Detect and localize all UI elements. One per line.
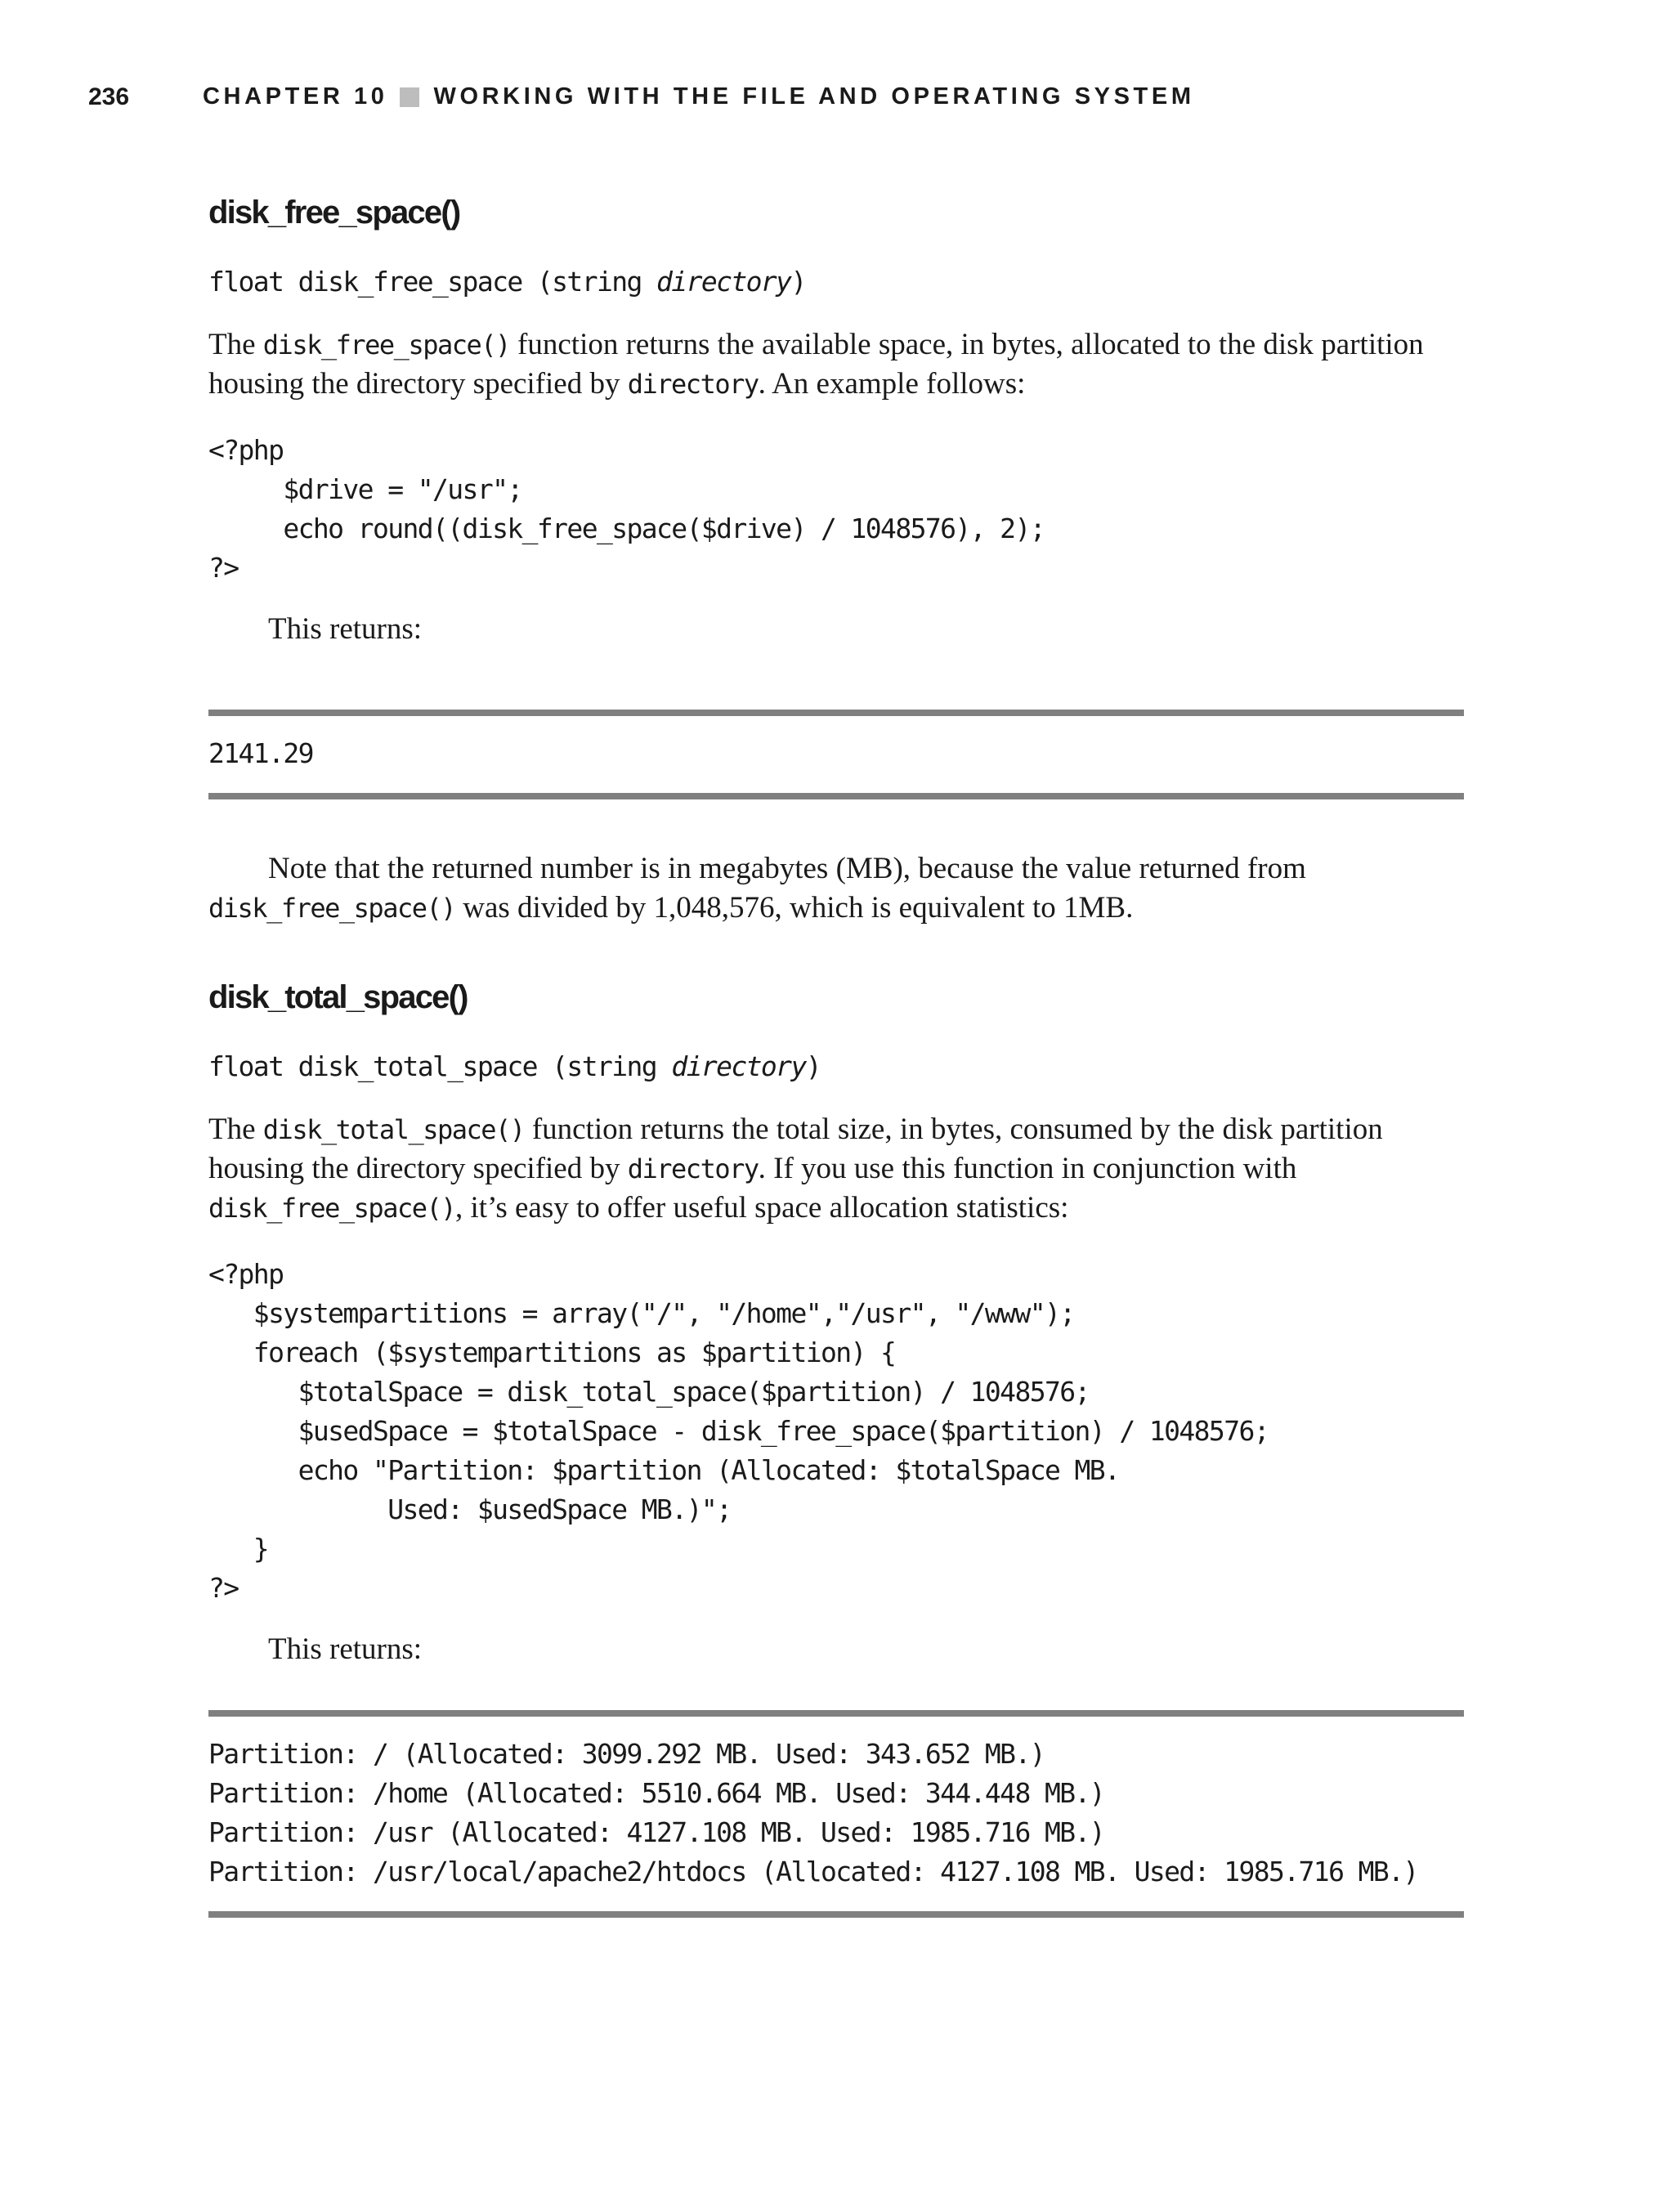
page-number: 236 — [88, 83, 130, 110]
code-line: } — [208, 1533, 269, 1565]
inline-code: disk_free_space() — [208, 893, 456, 924]
running-header — [203, 83, 1195, 110]
output-line: Partition: /home (Allocated: 5510.664 MB. Used: 344.448 MB.) — [208, 1777, 1105, 1809]
output-line: Partition: /usr (Allocated: 4127.108 MB. Used: 1985.716 MB.) — [208, 1816, 1105, 1848]
output-bottom-rule — [208, 1911, 1464, 1918]
inline-code: directory — [627, 369, 759, 400]
code-line: <?php — [208, 434, 284, 466]
code-line: foreach ($systempartitions as $partition) { — [208, 1337, 896, 1368]
code-line: $usedSpace = $totalSpace - disk_free_space($partition) / 1048576; — [208, 1415, 1269, 1447]
output-line: 2141.29 — [208, 737, 313, 769]
section-heading-disk-total-space: disk_total_space() — [208, 979, 468, 1015]
code-line: $drive = "/usr"; — [208, 473, 522, 505]
output-top-rule — [208, 710, 1464, 716]
inline-code: disk_total_space() — [262, 1114, 525, 1145]
signature-argument: directory — [671, 1050, 806, 1082]
signature-argument: directory — [656, 266, 791, 298]
function-signature: float disk_free_space (string directory) — [208, 266, 806, 298]
output-top-rule — [208, 1710, 1464, 1717]
chapter-label: CHAPTER 10 — [203, 83, 388, 110]
description-paragraph: The disk_free_space() function returns the available space, in bytes, allocated to the disk partition housing the directory specified by directory. An example follows: — [208, 328, 1424, 401]
code-line: $totalSpace = disk_total_space($partition) / 1048576; — [208, 1376, 1090, 1408]
output-line: Partition: / (Allocated: 3099.292 MB. Used: 343.652 MB.) — [208, 1738, 1045, 1770]
code-line: $systempartitions = array("/", "/home","/usr", "/www"); — [208, 1297, 1075, 1329]
header-separator-square — [400, 87, 419, 107]
returns-label: This returns: — [268, 612, 423, 646]
returns-label: This returns: — [268, 1632, 423, 1666]
code-line: echo round((disk_free_space($drive) / 1048576), 2); — [208, 513, 1045, 544]
code-line: echo "Partition: $partition (Allocated: $totalSpace MB. — [208, 1454, 1120, 1486]
inline-code: disk_free_space() — [262, 329, 510, 360]
code-line: Used: $usedSpace MB.)"; — [208, 1493, 732, 1525]
function-signature: float disk_total_space (string directory) — [208, 1050, 821, 1082]
output-bottom-rule — [208, 793, 1464, 799]
code-line: <?php — [208, 1258, 284, 1290]
chapter-title: WORKING WITH THE FILE AND OPERATING SYSTEM — [433, 83, 1195, 110]
code-line: ?> — [208, 1572, 239, 1604]
code-line: ?> — [208, 552, 239, 584]
inline-code: directory — [627, 1153, 759, 1184]
description-paragraph: The disk_total_space() function returns the total size, in bytes, consumed by the disk partition housing the directory specified by directory. If you use this function in conjunction with disk_free_space(), it’s easy to offer useful space allocation statistics: — [208, 1113, 1383, 1225]
output-line: Partition: /usr/local/apache2/htdocs (Allocated: 4127.108 MB. Used: 1985.716 MB.) — [208, 1856, 1418, 1887]
section-heading-disk-free-space: disk_free_space() — [208, 195, 460, 231]
inline-code: disk_free_space() — [208, 1193, 456, 1224]
note-paragraph: Note that the returned number is in megabytes (MB), because the value returned from disk_free_space() was divided by 1,048,576, which is equivalent to 1MB. — [208, 852, 1306, 925]
